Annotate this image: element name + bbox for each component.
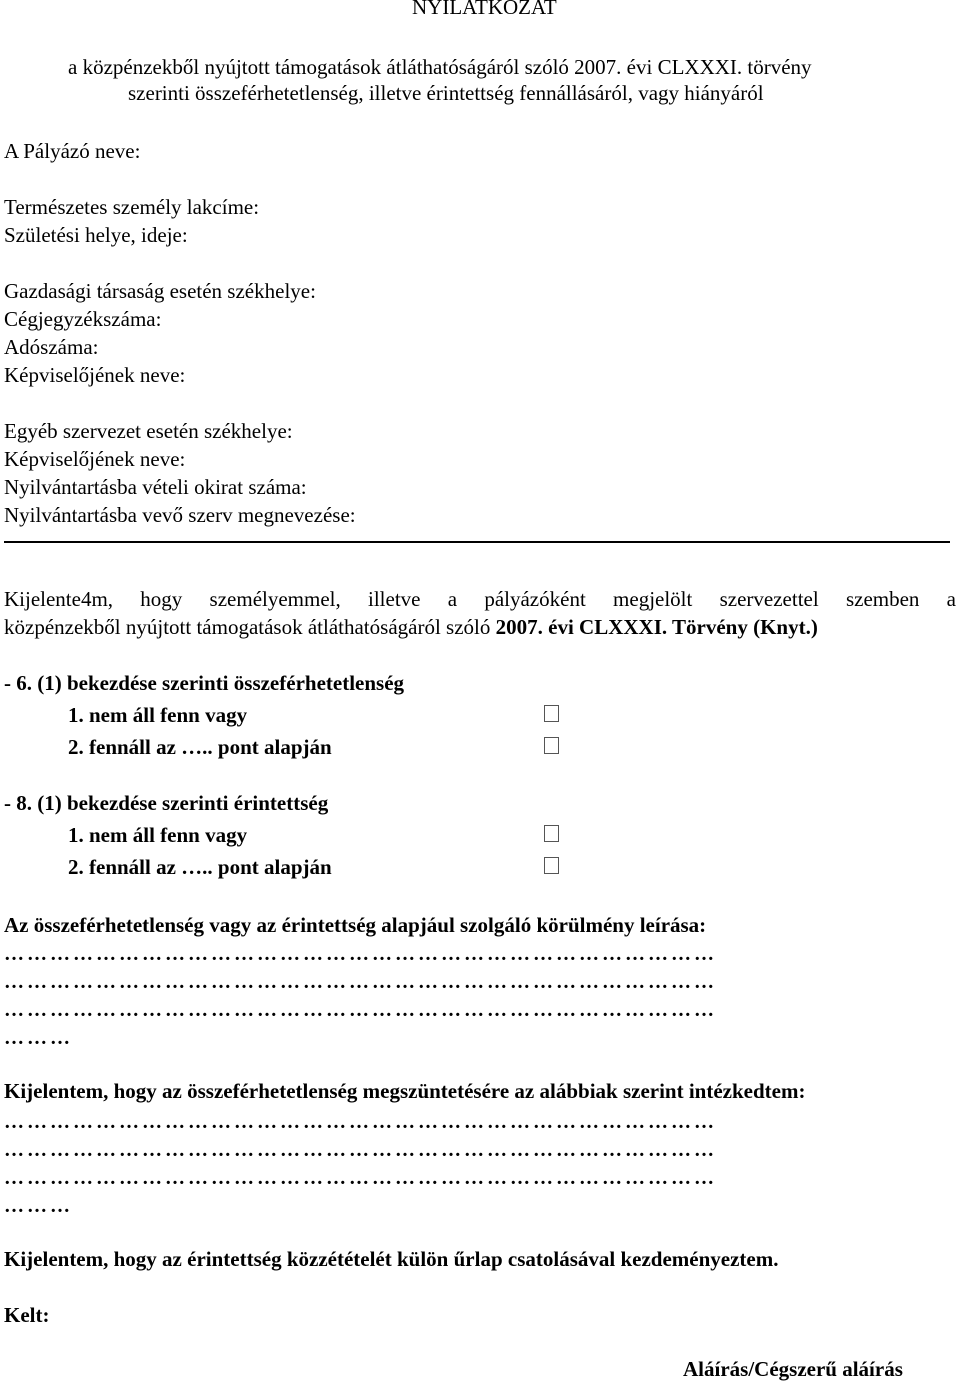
- document-subtitle-line2: szerinti összeférhetetlenség, illetve érintettség fennállásáról, vagy hiányáról: [128, 81, 764, 105]
- section6-option2-label: 2. fennáll az ….. pont alapján: [68, 735, 332, 759]
- section8-option1-checkbox[interactable]: [544, 825, 559, 842]
- section8-option2-label: 2. fennáll az ….. pont alapján: [68, 855, 332, 879]
- measures-dotted-line-2: …………………………………………………………………………………: [4, 1139, 717, 1161]
- registry-doc-number-label: Nyilvántartásba vételi okirat száma:: [4, 475, 307, 499]
- applicant-name-label: A Pályázó neve:: [4, 139, 141, 163]
- company-reg-number-label: Cégjegyzékszáma:: [4, 307, 162, 331]
- description-heading: Az összeférhetetlenség vagy az érintettség alapjául szolgáló körülmény leírása:: [4, 913, 707, 937]
- birth-place-date-label: Születési helye, ideje:: [4, 223, 188, 247]
- measures-dotted-line-1: …………………………………………………………………………………: [4, 1111, 717, 1133]
- section8-option1-label: 1. nem áll fenn vagy: [68, 823, 248, 847]
- section6-option2-checkbox[interactable]: [544, 737, 559, 754]
- declaration-intro-line2: [4, 614, 818, 640]
- section8-heading: - 8. (1) bekezdése szerinti érintettség: [4, 791, 329, 815]
- signature-label: Aláírás/Cégszerű aláírás: [683, 1357, 903, 1381]
- company-seat-label: Gazdasági társaság esetén székhelye:: [4, 279, 316, 303]
- description-dotted-line-4: ………: [4, 1027, 73, 1049]
- declaration-law-reference: 2007. évi CLXXXI. Törvény (Knyt.): [495, 615, 818, 639]
- tax-number-label: Adószáma:: [4, 335, 99, 359]
- measures-heading: Kijelentem, hogy az összeférhetetlenség megszüntetésére az alábbiak szerint intézkedtem:: [4, 1079, 806, 1103]
- description-dotted-line-3: …………………………………………………………………………………: [4, 999, 717, 1021]
- section6-option1-checkbox[interactable]: [544, 705, 559, 722]
- declaration-intro-line1: Kijelente4m, hogy személyemmel, illetve a pályázóként megjelölt szervezettel szemben a: [4, 587, 956, 611]
- date-label: Kelt:: [4, 1303, 50, 1327]
- section6-option1-label: 1. nem áll fenn vagy: [68, 703, 248, 727]
- publication-statement: Kijelentem, hogy az érintettség közzétételét külön űrlap csatolásával kezdeményeztem.: [4, 1247, 779, 1271]
- description-dotted-line-1: …………………………………………………………………………………: [4, 943, 717, 965]
- section-divider: [4, 541, 950, 543]
- company-representative-label: Képviselőjének neve:: [4, 363, 186, 387]
- other-org-seat-label: Egyéb szervezet esetén székhelye:: [4, 419, 293, 443]
- document-title: NYILATKOZAT: [412, 0, 557, 19]
- natural-address-label: Természetes személy lakcíme:: [4, 195, 260, 219]
- section6-heading: - 6. (1) bekezdése szerinti összeférhetetlenség: [4, 671, 405, 695]
- measures-dotted-line-4: ………: [4, 1195, 73, 1217]
- document-subtitle-line1: a közpénzekből nyújtott támogatások átláthatóságáról szóló 2007. évi CLXXXI. törvény: [68, 55, 812, 79]
- measures-dotted-line-3: …………………………………………………………………………………: [4, 1167, 717, 1189]
- section8-option2-checkbox[interactable]: [544, 857, 559, 874]
- description-dotted-line-2: …………………………………………………………………………………: [4, 971, 717, 993]
- registry-body-name-label: Nyilvántartásba vevő szerv megnevezése:: [4, 503, 356, 527]
- other-org-representative-label: Képviselőjének neve:: [4, 447, 186, 471]
- declaration-intro-plain: közpénzekből nyújtott támogatások átláthatóságáról szóló: [4, 615, 496, 639]
